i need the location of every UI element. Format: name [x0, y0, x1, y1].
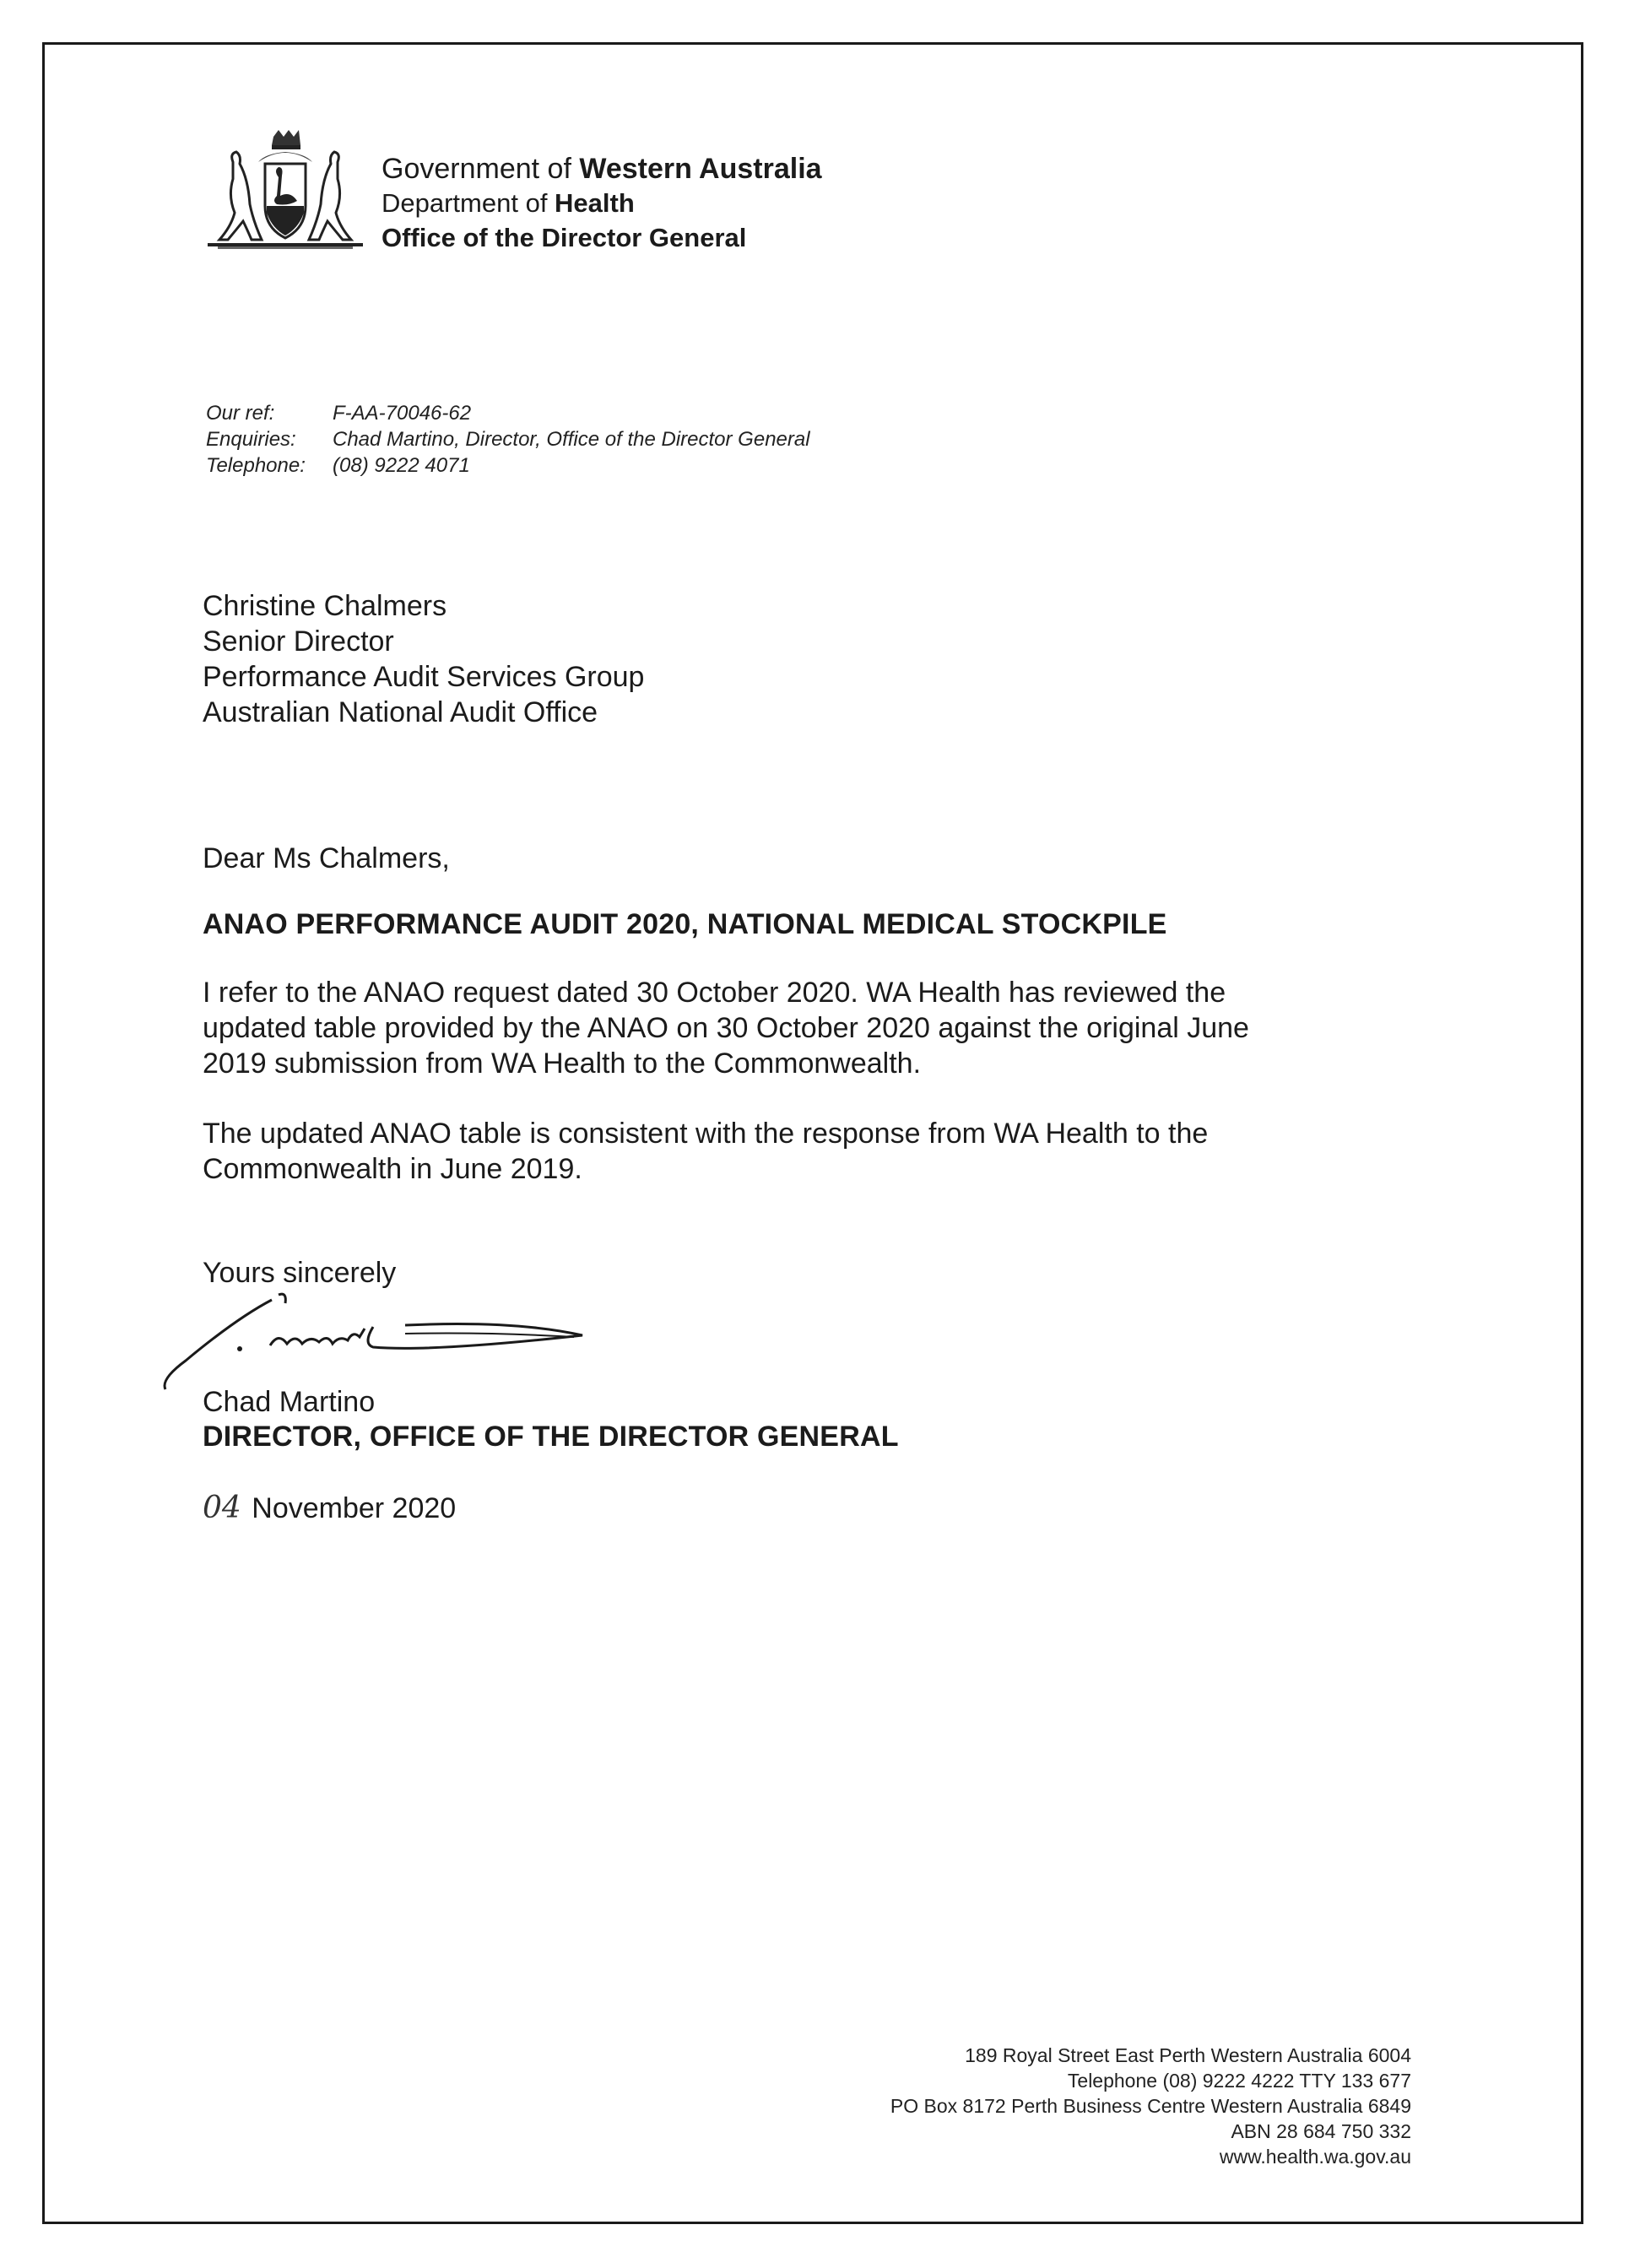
letterhead-department: Department of Health	[382, 188, 635, 218]
paragraph-1-line-3: 2019 submission from WA Health to the Commonwealth.	[203, 1047, 922, 1080]
footer-address: 189 Royal Street East Perth Western Australia 6004	[965, 2044, 1411, 2066]
handwritten-signature-icon	[152, 1285, 608, 1394]
paragraph-1-line-1: I refer to the ANAO request dated 30 October 2020. WA Health has reviewed the	[203, 977, 1226, 1009]
footer-telephone: Telephone (08) 9222 4222 TTY 133 677	[1067, 2070, 1411, 2092]
paragraph-1-line-2: updated table provided by the ANAO on 30 October 2020 against the original June	[203, 1012, 1249, 1044]
recipient-name: Christine Chalmers	[203, 590, 447, 622]
wa-coat-of-arms-icon	[206, 128, 365, 255]
paragraph-2-line-2: Commonwealth in June 2019.	[203, 1153, 582, 1185]
enquiries-value: Chad Martino, Director, Office of the Director General	[333, 428, 810, 451]
salutation: Dear Ms Chalmers,	[203, 842, 450, 874]
footer-po-box: PO Box 8172 Perth Business Centre Western Australia 6849	[890, 2095, 1411, 2117]
telephone-label: Telephone:	[206, 454, 306, 477]
signatory-name: Chad Martino	[203, 1386, 376, 1418]
recipient-title: Senior Director	[203, 625, 394, 658]
recipient-organisation: Australian National Audit Office	[203, 696, 598, 728]
letterhead-government: Government of Western Australia	[382, 153, 822, 185]
date-month-year: November 2020	[252, 1492, 457, 1524]
closing: Yours sincerely	[203, 1257, 397, 1289]
letterhead-office: Office of the Director General	[382, 223, 747, 252]
date-day-handwritten: 04	[203, 1491, 241, 1525]
signatory-title: DIRECTOR, OFFICE OF THE DIRECTOR GENERAL	[203, 1421, 899, 1453]
our-ref-label: Our ref:	[206, 402, 275, 425]
subject-heading: ANAO PERFORMANCE AUDIT 2020, NATIONAL MEDICAL STOCKPILE	[203, 908, 1167, 940]
letter-date	[203, 1491, 456, 1526]
enquiries-label: Enquiries:	[206, 428, 296, 451]
footer-abn: ABN 28 684 750 332	[1231, 2120, 1411, 2142]
telephone-value: (08) 9222 4071	[333, 454, 470, 477]
footer-contact	[652, 2043, 1411, 2169]
paragraph-2-line-1: The updated ANAO table is consistent with the response from WA Health to the	[203, 1118, 1209, 1150]
recipient-group: Performance Audit Services Group	[203, 661, 645, 693]
footer-website[interactable]: www.health.wa.gov.au	[1219, 2146, 1411, 2168]
our-ref-value: F-AA-70046-62	[333, 402, 472, 425]
